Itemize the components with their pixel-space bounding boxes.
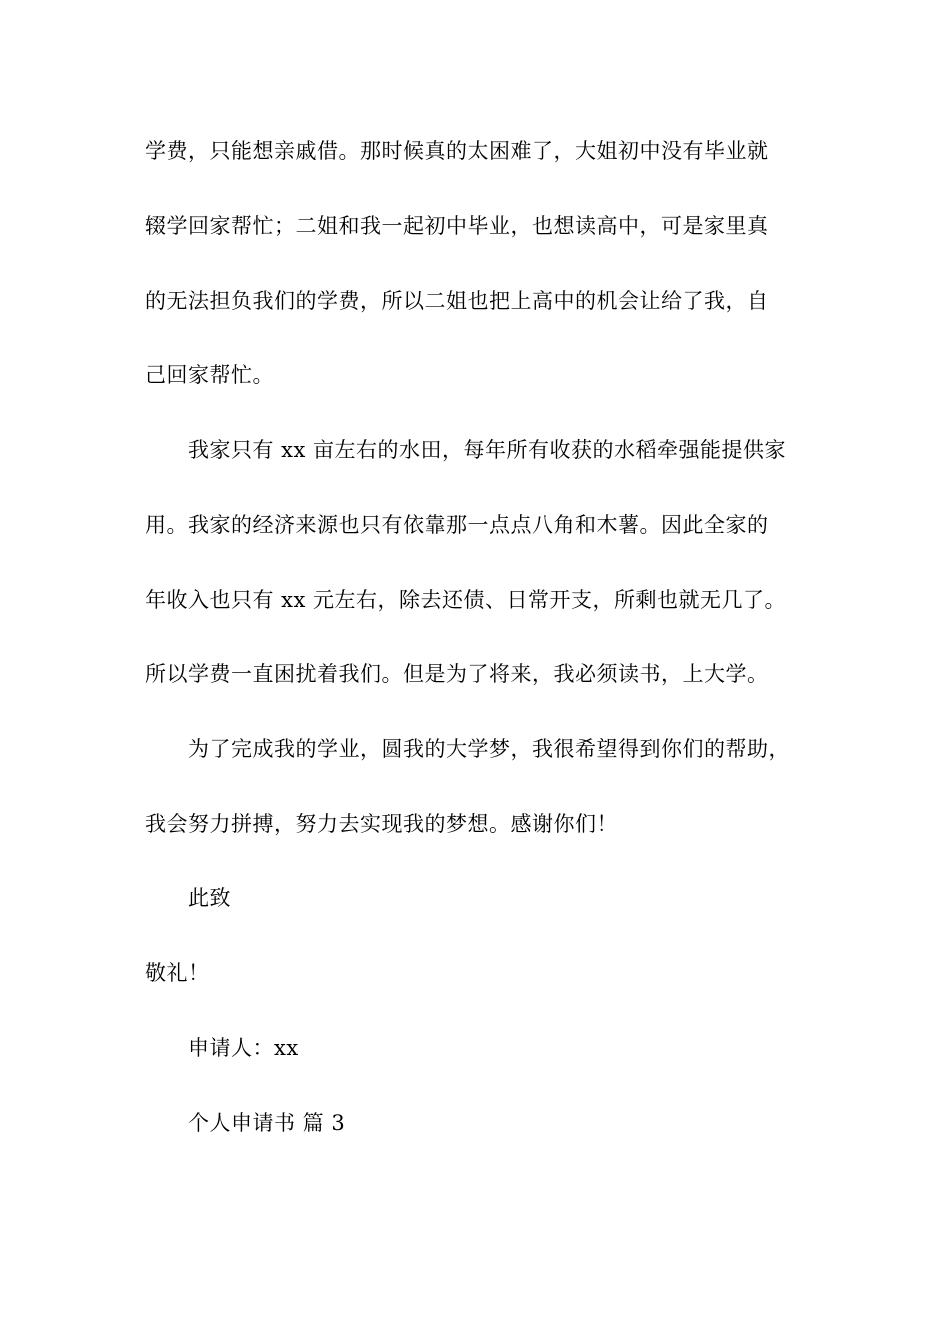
text-line: 辍学回家帮忙；二姐和我一起初中毕业，也想读高中，可是家里真 <box>145 214 769 238</box>
section-heading: 个人申请书 篇 3 <box>188 1111 346 1135</box>
text-line: 所以学费一直困扰着我们。但是为了将来，我必须读书，上大学。 <box>145 662 769 686</box>
text-line: 年收入也只有 xx 元左右，除去还债、日常开支，所剩也就无几了。 <box>145 588 787 612</box>
text-line: 己回家帮忙。 <box>145 363 274 387</box>
text-line: 我会努力拼搏，努力去实现我的梦想。感谢你们！ <box>145 812 618 836</box>
text-line: 学费，只能想亲戚借。那时候真的太困难了，大姐初中没有毕业就 <box>145 139 769 163</box>
text-line: 的无法担负我们的学费，所以二姐也把上高中的机会让给了我，自 <box>145 289 769 313</box>
salutation-line: 敬礼！ <box>145 961 210 985</box>
text-line: 用。我家的经济来源也只有依靠那一点点八角和木薯。因此全家的 <box>145 513 769 537</box>
paragraph-start-line: 我家只有 xx 亩左右的水田，每年所有收获的水稻牵强能提供家 <box>188 438 787 462</box>
applicant-line: 申请人：xx <box>188 1036 299 1060</box>
closing-line: 此致 <box>188 886 231 910</box>
paragraph-start-line: 为了完成我的学业，圆我的大学梦，我很希望得到你们的帮助， <box>188 737 790 761</box>
